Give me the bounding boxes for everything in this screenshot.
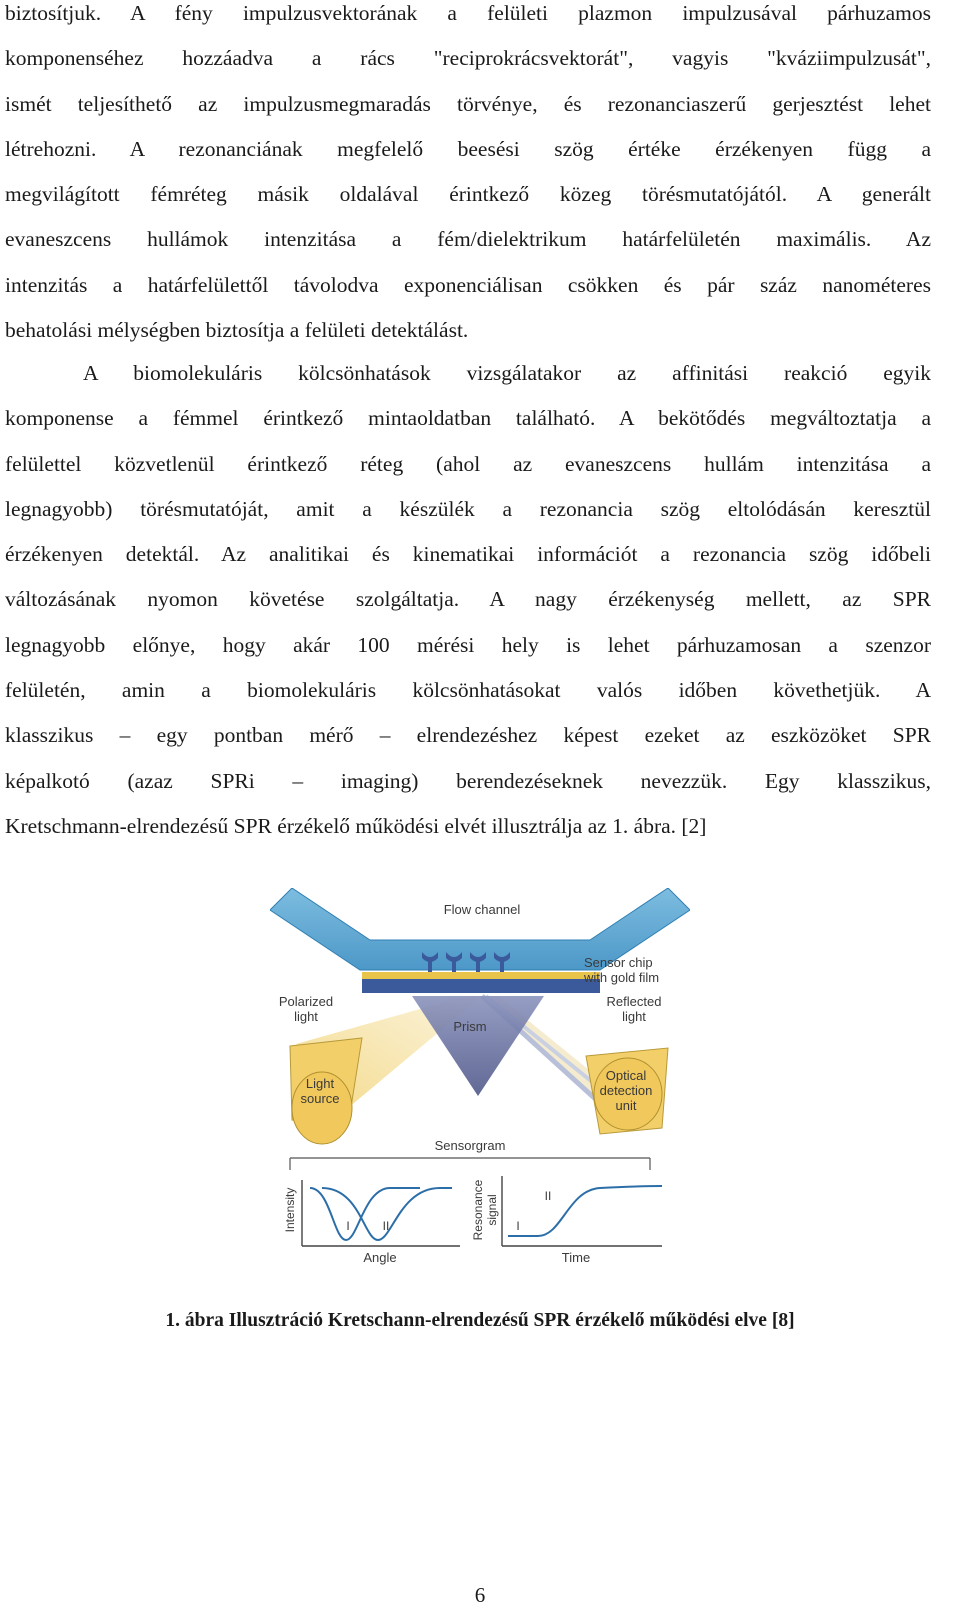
- text-line: változásának nyomon követése szolgáltatja. A nagy érzékenység mellett, az SPR: [5, 587, 931, 612]
- sensor-chip-gold: [362, 972, 600, 979]
- text-line: intenzitás a határfelülettől távolodva exponenciálisan csökken és pár száz nanométeres: [5, 272, 931, 297]
- polarized-light-label: Polarized light: [278, 994, 334, 1024]
- text-line: megvilágított fémréteg másik oldalával érintkező közeg törésmutatójától. A generált: [5, 182, 931, 207]
- resonance-axis-label: Resonancesignal: [471, 1179, 499, 1241]
- text-line: Kretschmann-elrendezésű SPR érzékelő működési elvét illusztrálja az 1. ábra. [2]: [5, 813, 707, 838]
- text-line: komponenséhez hozzáadva a rács "reciprokrácsvektorát", vagyis "kváziimpulzusát",: [5, 46, 931, 71]
- intensity-plot: [283, 1180, 460, 1265]
- paragraph-2: [5, 351, 931, 849]
- marker-I-left: I: [346, 1219, 350, 1233]
- text-line: legnagyobb előnye, hogy akár 100 mérési hely is lehet párhuzamosan a szenzor: [5, 632, 931, 657]
- figure-caption: 1. ábra Illusztráció Kretschann-elrendezésű SPR érzékelő működési elve [8]: [165, 1310, 795, 1331]
- page-number: 6: [474, 1583, 486, 1607]
- text-line: ismét teljesíthető az impulzusmegmaradás törvénye, és rezonanciaszerű gerjesztést lehet: [5, 91, 931, 116]
- light-source-label: Light source: [300, 1076, 340, 1106]
- text-line: klasszikus – egy pontban mérő – elrendezéshez képest ezeket az eszközöket SPR: [5, 723, 931, 748]
- resonance-curve: [508, 1186, 662, 1236]
- curve-I: [310, 1188, 420, 1240]
- sensor-chip-label: Sensor chip with gold film: [584, 955, 660, 985]
- spr-figure: [270, 888, 690, 1293]
- text-line: A biomolekuláris kölcsönhatások vizsgálatakor az affinitási reakció egyik: [83, 361, 931, 385]
- prism-label: Prism: [453, 1019, 487, 1034]
- prism: [412, 996, 544, 1096]
- text-line: érzékenyen detektál. Az analitikai és kinematikai információt a rezonancia szög időbeli: [5, 542, 931, 567]
- text-line: létrehozni. A rezonanciának megfelelő beesési szög értéke érzékenyen függ a: [5, 136, 931, 161]
- text-line: legnagyobb) törésmutatóját, amit a készülék a rezonancia szög eltolódásán keresztül: [5, 496, 931, 521]
- text-line: felületén, amin a biomolekuláris kölcsönhatásokat valós időben követhetjük. A: [5, 678, 931, 703]
- intensity-axis-label: Intensity: [283, 1187, 297, 1233]
- paragraph-1: [5, 0, 931, 353]
- time-axis-label: Time: [561, 1250, 591, 1265]
- text-line: komponense a fémmel érintkező mintaoldatban található. A bekötődés megváltoztatja a: [5, 406, 931, 431]
- sensor-chip: [362, 979, 600, 993]
- marker-I-right: I: [516, 1219, 520, 1233]
- marker-II-left: II: [382, 1219, 390, 1233]
- reflected-light-label: Reflected light: [606, 994, 662, 1024]
- text-line: behatolási mélységben biztosítja a felületi detektálást.: [5, 318, 469, 343]
- text-line: felülettel közvetlenül érintkező réteg (ahol az evaneszcens hullám intenzitása a: [5, 451, 931, 476]
- angle-axis-label: Angle: [363, 1250, 397, 1265]
- flow-channel-label: Flow channel: [443, 902, 521, 917]
- marker-II-right: II: [544, 1189, 552, 1203]
- sensorgram-label: Sensorgram: [434, 1138, 506, 1153]
- text-line: képalkotó (azaz SPRi – imaging) berendezéseknek nevezzük. Egy klasszikus,: [5, 768, 931, 793]
- text-line: biztosítjuk. A fény impulzusvektorának a felületi plazmon impulzusával párhuzamos: [5, 1, 931, 25]
- text-line: evaneszcens hullámok intenzitása a fém/dielektrikum határfelületén maximális. Az: [5, 227, 931, 252]
- detection-unit-label: Optical detection unit: [599, 1068, 653, 1113]
- resonance-plot: [471, 1176, 662, 1265]
